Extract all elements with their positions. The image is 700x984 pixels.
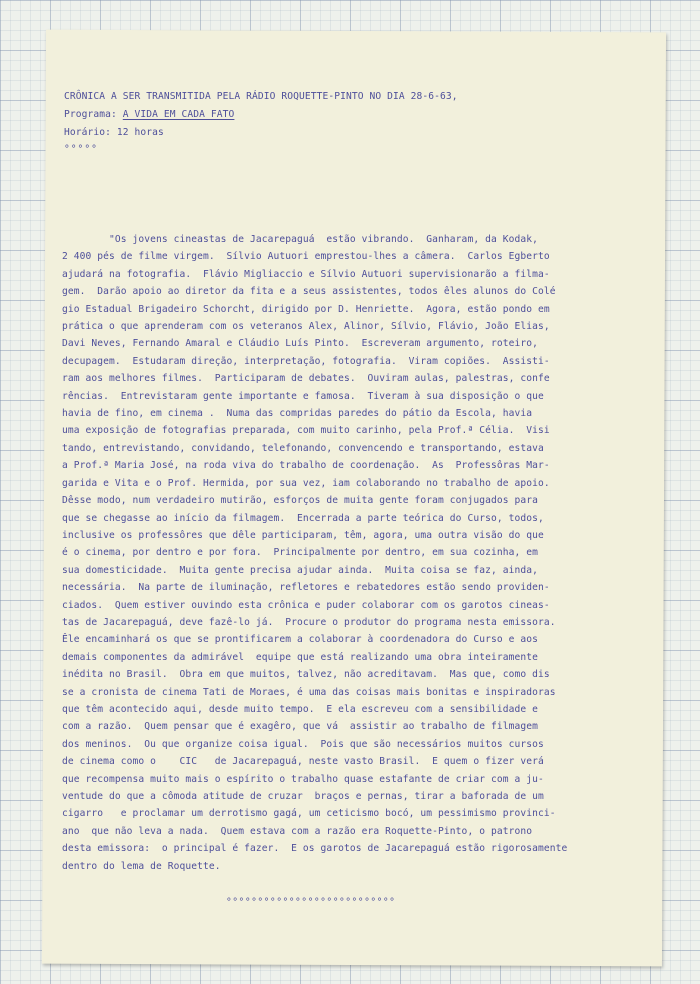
body-line: demais componentes da admirável equipe que está realizando uma obra inteiramente xyxy=(62,651,538,663)
body-line: uma exposição de fotografias preparada, com muito carinho, pela Prof.ª Célia. Visi xyxy=(62,425,550,437)
body-line: Êle encaminhará os que se prontificarem a colaborar à coordenadora do Curso e aos xyxy=(62,634,538,646)
body-line: sua domesticidade. Muita gente precisa ajudar ainda. Muita coisa se faz, ainda, xyxy=(62,564,538,576)
program-name: A VIDA EM CADA FATO xyxy=(122,109,235,120)
body-line: ram aos melhores filmes. Participaram de debates. Ouviram aulas, palestras, confe xyxy=(62,373,550,385)
program-row xyxy=(64,106,584,124)
body-line: havia de fino, em cinema . Numa das compridas paredes do pátio da Escola, havia xyxy=(62,408,533,420)
document-header xyxy=(64,88,584,142)
body-line: ano que não leva a nada. Quem estava com a razão era Roquette-Pinto, o patrono xyxy=(62,825,533,837)
body-line: gem. Darão apoio ao diretor da fita e a seus assistentes, todos êles alunos do Colé xyxy=(62,286,556,298)
body-line: inclusive os professôres que dêle participaram, têm, agora, uma outra visão do que xyxy=(62,529,544,541)
body-line: com a razão. Quem pensar que é exagêro, que vá assistir ao trabalho de filmagem xyxy=(62,721,538,733)
body-line: necessária. Na parte de iluminação, refletores e rebatedores estão sendo providen- xyxy=(62,582,550,594)
chronicle-title: CRÔNICA A SER TRANSMITIDA PELA RÁDIO ROQUETTE-PINTO NO DIA 28-6-63, xyxy=(64,91,458,102)
body-line: desta emissora: o principal é fazer. E os garotos de Jacarepaguá estão rigorosamente xyxy=(62,843,568,855)
body-line: prática o que aprenderam com os veteranos Alex, Alinor, Sílvio, Flávio, João Elias, xyxy=(62,321,550,333)
body-line: de cinema como o CIC de Jacarepaguá, neste vasto Brasil. E quem o fizer verá xyxy=(62,756,544,768)
body-line: "Os jovens cineastas de Jacarepaguá estão vibrando. Ganharam, da Kodak, xyxy=(62,234,538,245)
body-line: ajudará na fotografia. Flávio Migliaccio e Sílvio Autuori supervisionarão a filma- xyxy=(62,268,550,280)
body-line: que recompensa muito mais o espírito o trabalho quase estafante de criar com a ju- xyxy=(62,773,544,785)
body-line: que se chegasse ao início da filmagem. Encerrada a parte teórica do Curso, todos, xyxy=(62,512,544,524)
end-dots: °°°°°°°°°°°°°°°°°°°°°°°°°°° xyxy=(226,897,396,908)
body-line: garida e Vita e o Prof. Hermida, por sua vez, iam colaborando no trabalho de apoio. xyxy=(62,477,550,489)
body-line: a Prof.ª Maria José, na roda viva do trabalho de coordenação. As Professôras Mar- xyxy=(62,460,550,472)
separator-dots: °°°°° xyxy=(64,144,98,155)
body-line: ventude do que a cômoda atitude de cruzar braços e pernas, tirar a baforada de um xyxy=(62,791,544,802)
body-line: é o cinema, por dentro e por fora. Principalmente por dentro, em sua cozinha, em xyxy=(62,547,538,559)
body-line: ciados. Quem estiver ouvindo esta crônica e puder colaborar com os garotos cineas- xyxy=(62,599,550,611)
body-line: rências. Entrevistaram gente importante e famosa. Tiveram à sua disposição o que xyxy=(62,390,544,402)
body-line: que têm acontecido aqui, desde muito tempo. E ela escreveu com a sensibilidade e xyxy=(62,703,538,715)
body-line: 2 400 pés de filme virgem. Sílvio Autuori emprestou-lhes a câmera. Carlos Egberto xyxy=(62,251,550,263)
body-line: cigarro e proclamar um derrotismo gagá, um ceticismo bocó, um pessimismo provinci- xyxy=(62,808,556,820)
body-line: tas de Jacarepaguá, deve fazê-lo já. Procure o produtor do programa nesta emissora. xyxy=(62,616,556,628)
body-line: gio Estadual Brigadeiro Schorcht, dirigido por D. Henriette. Agora, estão pondo em xyxy=(62,303,550,315)
schedule-label: Horário: xyxy=(64,127,112,138)
chronicle-body xyxy=(62,231,592,875)
schedule-value: 12 horas xyxy=(116,127,164,138)
body-line: dos meninos. Ou que organize coisa igual. Pois que são necessários muitos cursos xyxy=(62,738,544,750)
body-line: Dêsse modo, num verdadeiro mutirão, esforços de muita gente foram conjugados para xyxy=(62,495,538,507)
schedule-row xyxy=(64,124,584,142)
body-line: inédita no Brasil. Obra em que muitos, talvez, não acreditavam. Mas que, como dis xyxy=(62,669,550,681)
body-line: Davi Neves, Fernando Amaral e Cláudio Luís Pinto. Escreveram argumento, roteiro, xyxy=(62,338,538,350)
body-line: decupagem. Estudaram direção, interpretação, fotografia. Viram copiões. Assisti- xyxy=(62,355,550,367)
body-line: tando, entrevistando, convidando, telefonando, convencendo e transportando, estava xyxy=(62,442,544,454)
program-label: Programa: xyxy=(64,109,117,120)
body-line: dentro do lema de Roquette. xyxy=(62,860,221,872)
body-line: se a cronista de cinema Tati de Moraes, é uma das coisas mais bonitas e inspiradoras xyxy=(62,686,556,698)
